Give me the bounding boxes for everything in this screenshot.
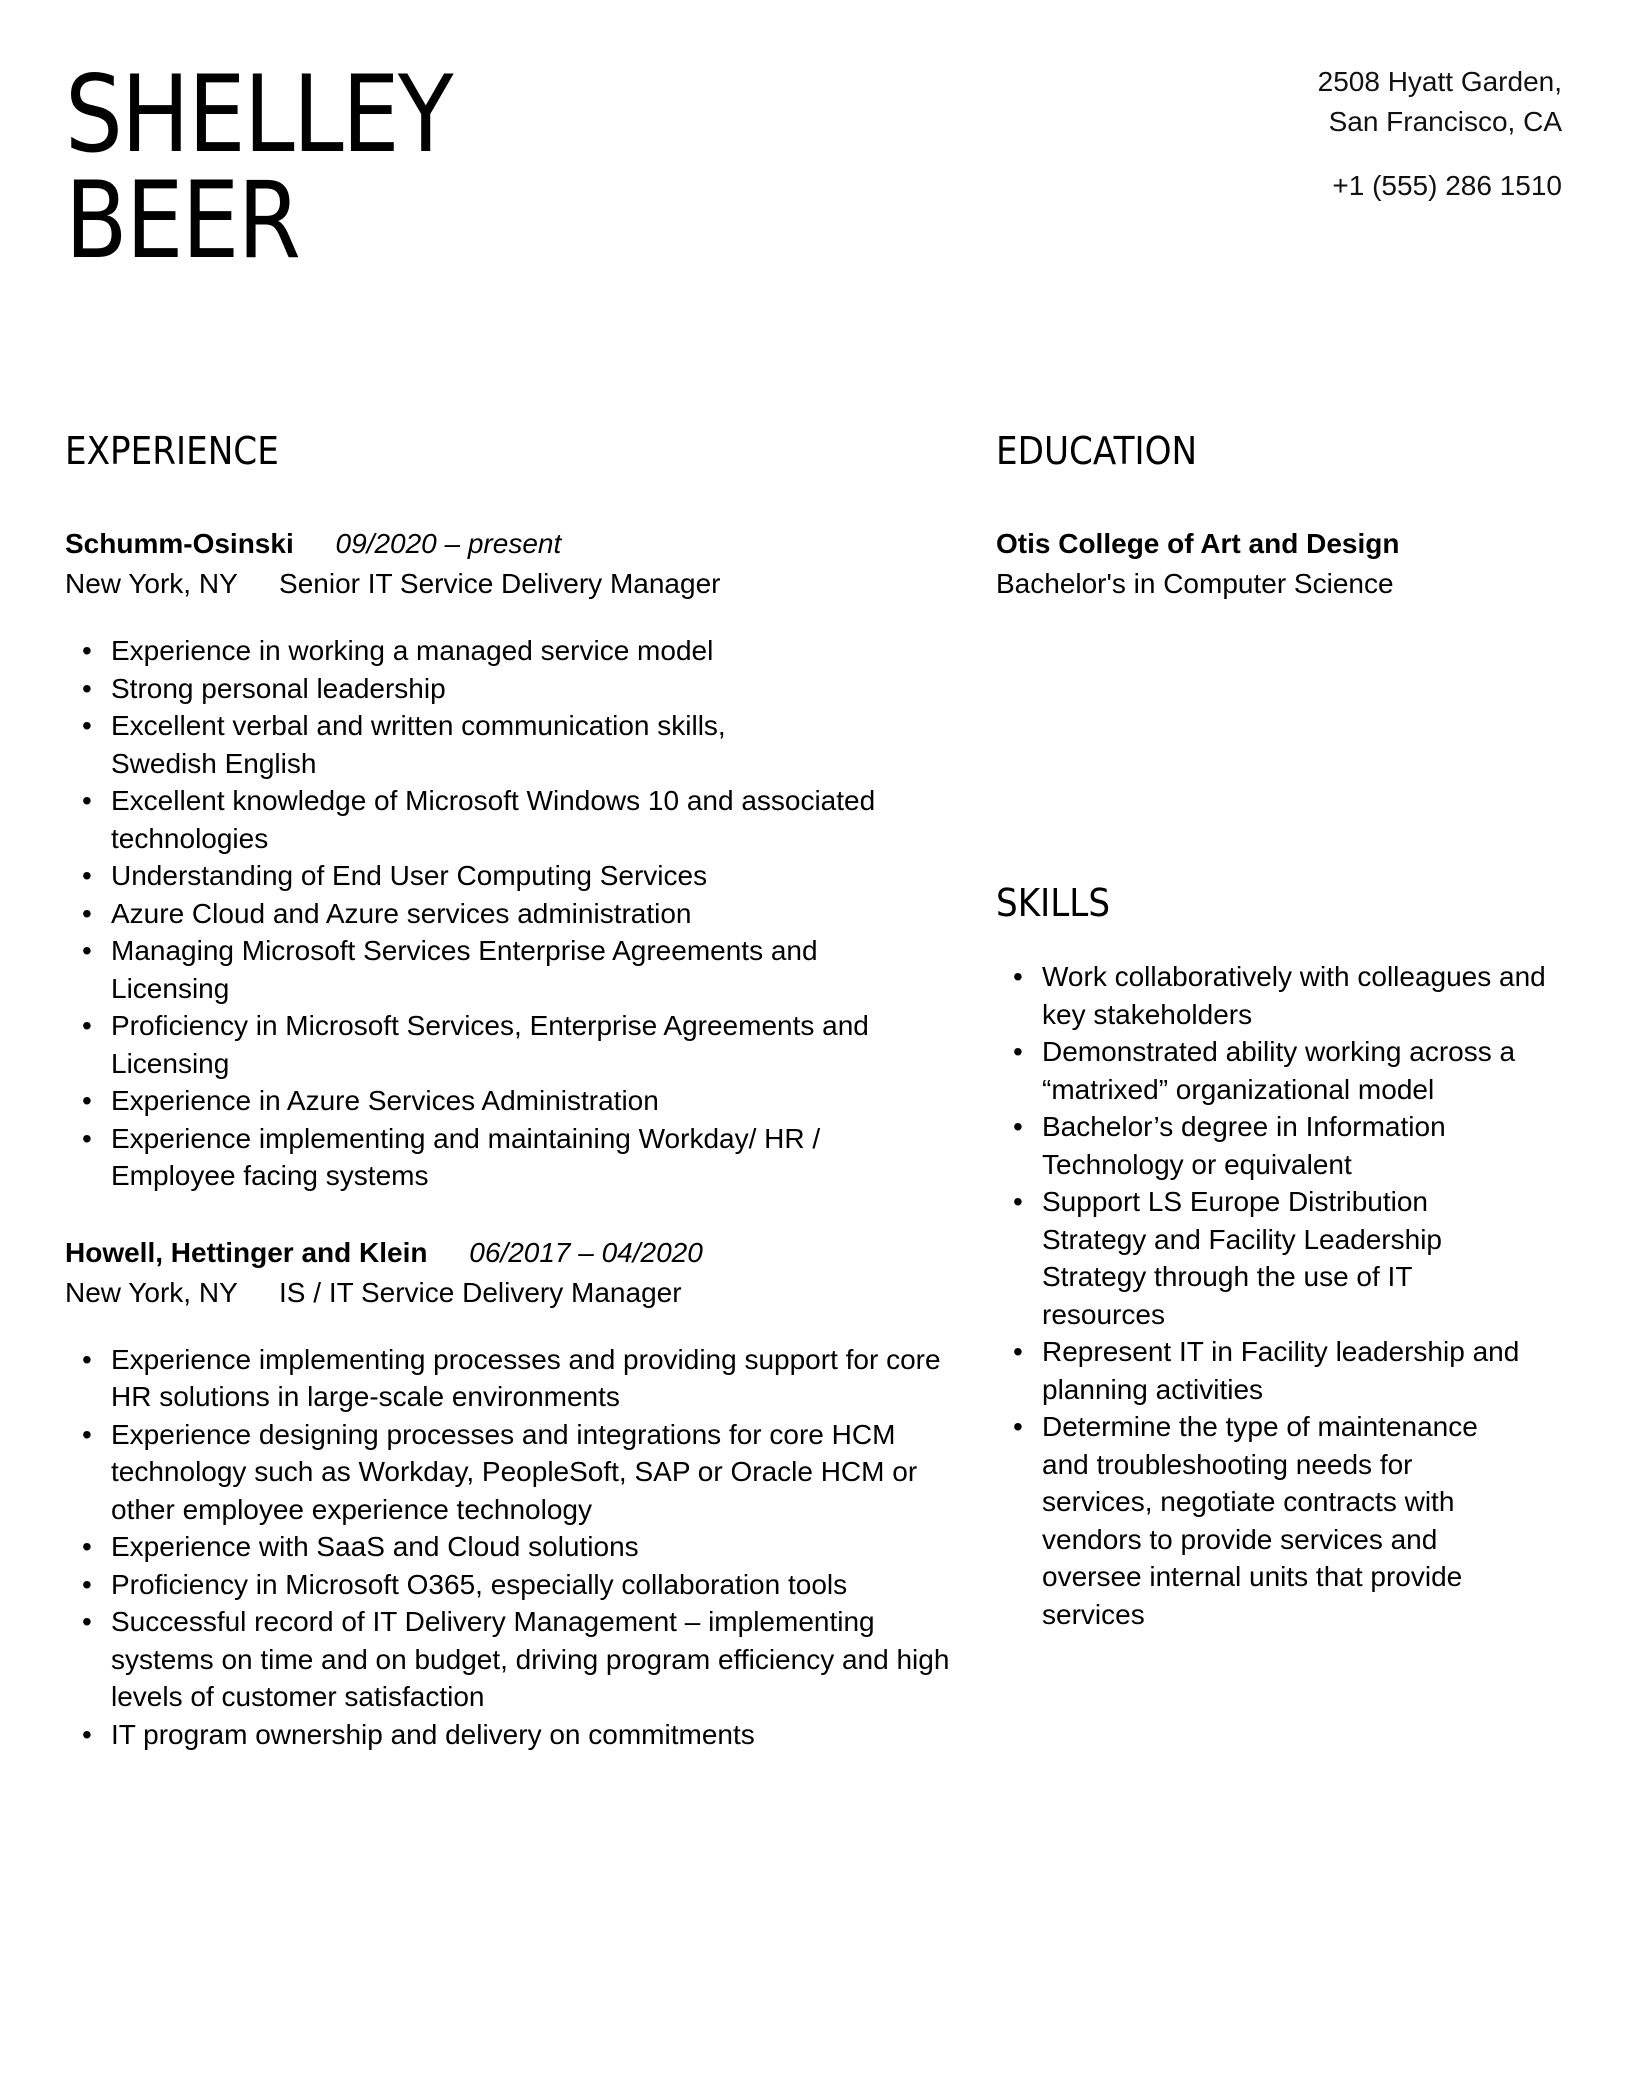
skill-item: • Bachelor’s degree in Information Technology or equivalent: [996, 1108, 1556, 1183]
bullet-item: • Proficiency in Microsoft Services, Enterprise Agreements and Licensing: [65, 1007, 965, 1082]
skill-item: • Work collaboratively with colleagues and key stakeholders: [996, 958, 1556, 1033]
skill-item: • Support LS Europe Distribution Strategy and Facility Leadership Strategy through the use of IT resources: [996, 1183, 1556, 1333]
bullet-item: • Understanding of End User Computing Services: [65, 857, 965, 895]
company-name: Howell, Hettinger and Klein: [65, 1236, 428, 1268]
bullet-item: • Excellent knowledge of Microsoft Windows 10 and associated technologies: [65, 782, 965, 857]
address-line-2: San Francisco, CA: [1328, 106, 1562, 137]
bullet-item: • Proficiency in Microsoft O365, especially collaboration tools: [65, 1566, 965, 1604]
school-name: Otis College of Art and Design: [996, 528, 1400, 559]
job-dates: 06/2017 – 04/2020: [469, 1236, 703, 1268]
company-name: Schumm-Osinski: [65, 528, 294, 559]
bullet-item: • IT program ownership and delivery on commitments: [65, 1716, 965, 1754]
skills-list: [996, 958, 1576, 1633]
experience-heading: EXPERIENCE: [65, 429, 279, 473]
job-location: New York, NY: [65, 1276, 238, 1308]
job-entry: [65, 524, 965, 1195]
job-bullets: [65, 1341, 965, 1754]
job-role: IS / IT Service Delivery Manager: [279, 1276, 682, 1308]
skills-heading: SKILLS: [996, 881, 1111, 925]
skill-item: • Demonstrated ability working across a “matrixed” organizational model: [996, 1033, 1556, 1108]
bullet-item: • Strong personal leadership: [65, 670, 965, 708]
right-column: [996, 428, 1576, 1633]
bullet-item: • Experience implementing processes and providing support for core HR solutions in large-scale environments: [65, 1341, 965, 1416]
first-name: SHELLEY: [65, 53, 452, 176]
phone-number: +1 (555) 286 1510: [1332, 170, 1562, 201]
candidate-name: [65, 53, 452, 282]
bullet-item: • Experience in working a managed service model: [65, 632, 965, 670]
job-role: Senior IT Service Delivery Manager: [279, 568, 721, 599]
job-bullets: [65, 632, 965, 1195]
last-name: BEER: [65, 159, 300, 282]
bullet-item: • Experience in Azure Services Administration: [65, 1082, 965, 1120]
bullet-item: • Azure Cloud and Azure services administration: [65, 895, 965, 933]
education-entry: [996, 524, 1576, 604]
job-dates: 09/2020 – present: [335, 528, 562, 559]
address-line-1: 2508 Hyatt Garden,: [1317, 66, 1562, 97]
job-location: New York, NY: [65, 568, 238, 599]
degree: Bachelor's in Computer Science: [996, 568, 1394, 599]
bullet-item: • Experience designing processes and integrations for core HCM technology such as Workday, PeopleSoft, SAP or Oracle HCM or other employee experience technology: [65, 1416, 965, 1529]
bullet-item: • Experience implementing and maintaining Workday/ HR / Employee facing systems: [65, 1120, 965, 1195]
education-heading: EDUCATION: [996, 429, 1198, 473]
bullet-item: • Managing Microsoft Services Enterprise Agreements and Licensing: [65, 932, 965, 1007]
bullet-item: • Successful record of IT Delivery Management – implementing systems on time and on budget, driving program efficiency and high levels of customer satisfaction: [65, 1603, 965, 1716]
skill-item: • Determine the type of maintenance and troubleshooting needs for services, negotiate contracts with vendors to provide services and oversee internal units that provide services: [996, 1408, 1556, 1633]
experience-section: [65, 428, 965, 1753]
job-entry: [65, 1233, 965, 1754]
contact-info: [1318, 62, 1562, 206]
bullet-item: • Excellent verbal and written communication skills, Swedish English: [65, 707, 965, 782]
skill-item: • Represent IT in Facility leadership and planning activities: [996, 1333, 1556, 1408]
bullet-item: • Experience with SaaS and Cloud solutions: [65, 1528, 965, 1566]
